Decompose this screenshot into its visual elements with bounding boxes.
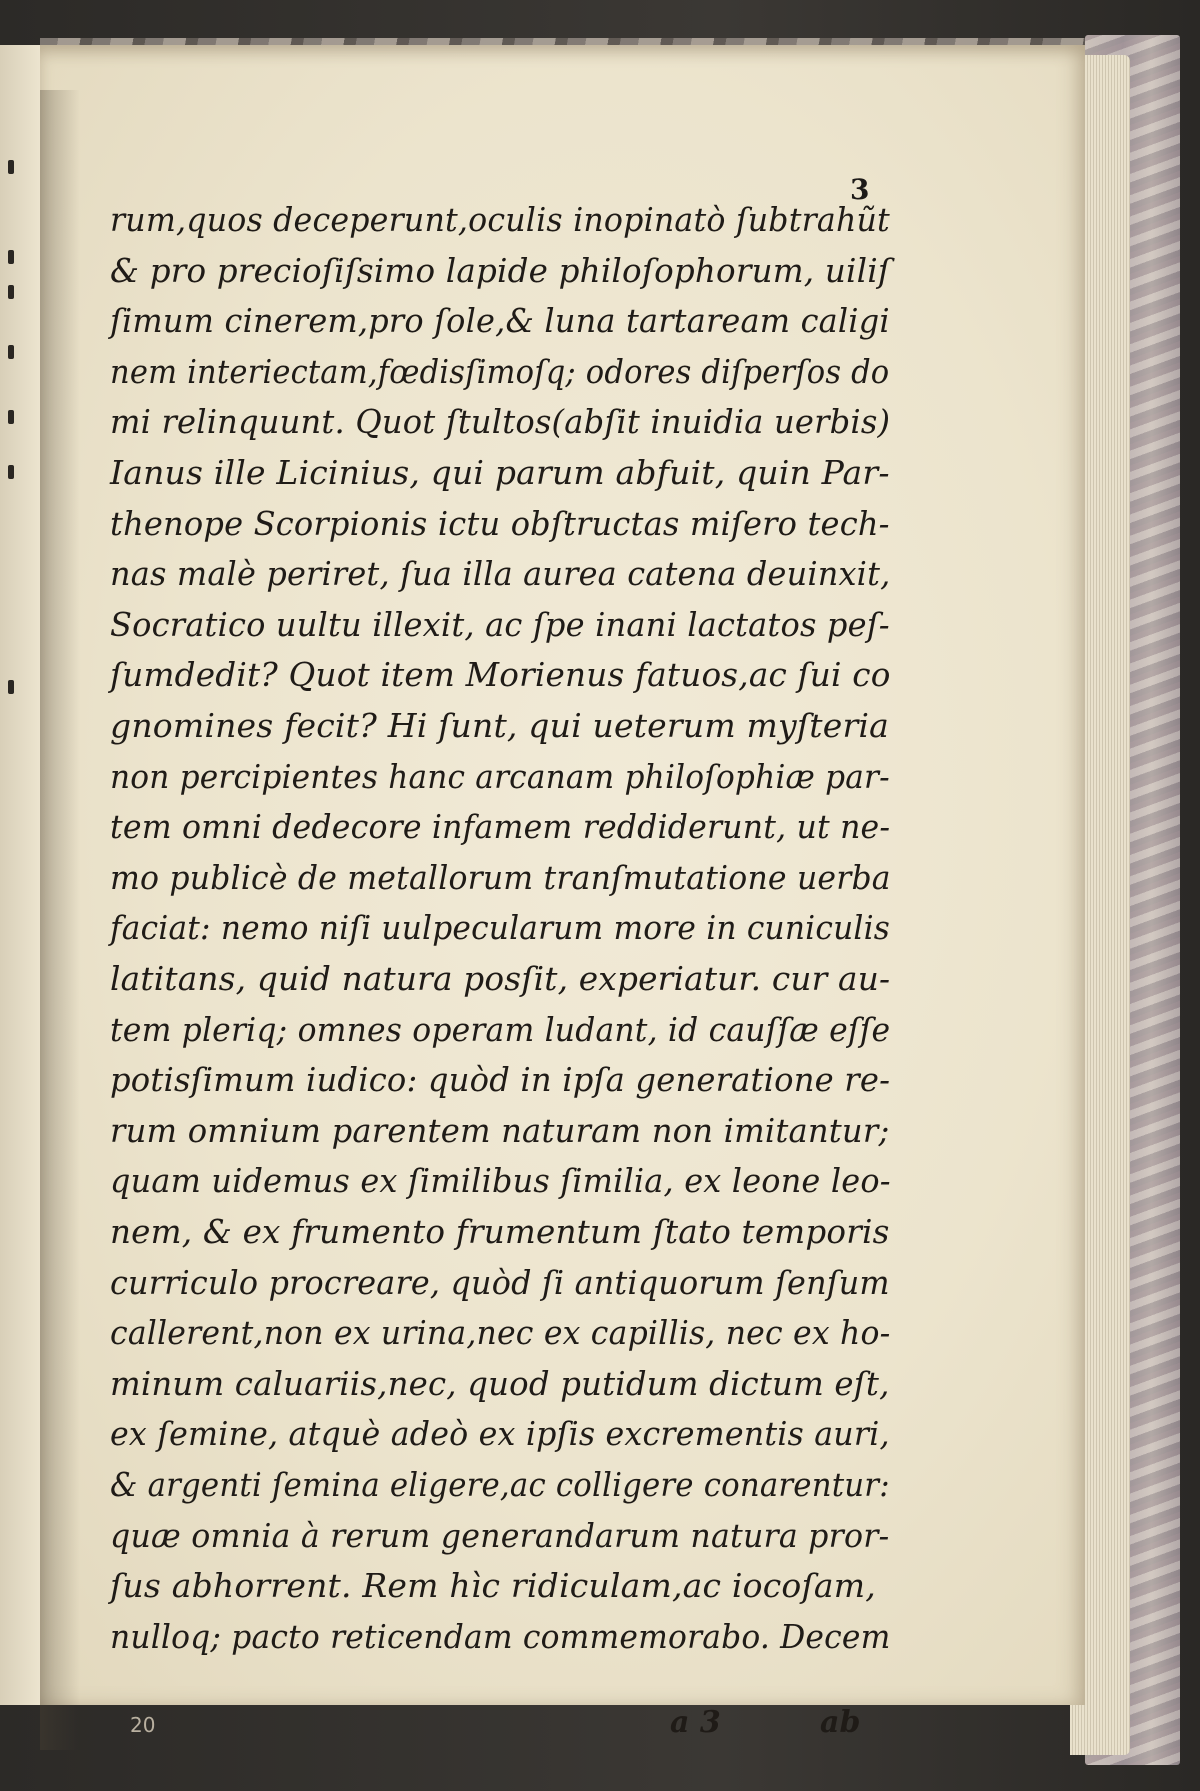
bleed-mark (8, 285, 14, 299)
catchword: ab (820, 1705, 861, 1740)
text-line: nulloq; pacto reticendam commemorabo. Decem (110, 1616, 891, 1656)
text-line: nas malè periret, ſua illa aurea catena deuinxit, (110, 554, 891, 594)
bleed-mark (8, 680, 14, 694)
bleed-mark (8, 410, 14, 424)
bleed-mark (8, 160, 14, 174)
text-line: quæ omnia à rerum generandarum natura pror- (110, 1515, 890, 1555)
text-line: mo publicè de metallorum tranſmutatione uerba (110, 857, 891, 897)
text-line: ſus abhorrent. Rem hìc ridiculam,ac iocoſam, (110, 1566, 876, 1606)
bleed-mark (8, 345, 14, 359)
pencil-note: 20 (130, 1713, 156, 1737)
text-line: & argenti ſemina eligere,ac colligere conarentur: (110, 1465, 890, 1504)
text-line: ſumdedit? Quot item Morienus fatuos,ac ſui co (110, 655, 891, 695)
text-line: thenope Scorpionis ictu obſtructas miſero tech- (110, 503, 890, 543)
gutter-shadow (40, 90, 80, 1750)
text-line: gnomines fecit? Hi ſunt, qui ueterum myſteria (110, 706, 890, 745)
facing-page-edge (0, 45, 42, 1705)
text-line: & pro precioſiſsimo lapide philoſophorum, uiliſ (110, 250, 891, 290)
text-line: ſimum cinerem,pro ſole,& luna tartaream caligi (110, 301, 890, 341)
text-line: tem pleriq; omnes operam ludant, id cauſſæ eſſe (110, 1009, 891, 1049)
text-line: latitans, quid natura posſit, experiatur. cur au- (110, 959, 891, 998)
signature-mark: a 3 (670, 1705, 721, 1740)
text-line: ex ſemine, atquè adeò ex ipſis excrementis auri, (110, 1414, 890, 1454)
text-line: quam uidemus ex ſimilibus ſimilia, ex leone leo- (110, 1161, 891, 1201)
text-line: Ianus ille Licinius, qui parum abfuit, quin Par- (110, 453, 890, 492)
text-line: rum omnium parentem naturam non imitantur; (110, 1110, 890, 1150)
bleed-mark (8, 465, 14, 479)
page-number: 3 (850, 173, 870, 206)
book-page (40, 45, 1085, 1740)
text-line: curriculo procreare, quòd ſi antiquorum ſenſum (110, 1262, 890, 1302)
text-block (110, 45, 891, 1656)
text-line: nem, & ex frumento frumentum ſtato temporis (110, 1212, 890, 1251)
text-line: tem omni dedecore infamem reddiderunt, ut ne- (110, 807, 891, 847)
text-line: nem interiectam,fœdisſimoſq; odores diſperſos do (110, 351, 890, 391)
text-line: Socratico uultu illexit, ac ſpe inani lactatos peſ- (110, 604, 890, 644)
text-line: minum caluariis,nec, quod putidum dictum eſt, (110, 1363, 890, 1403)
text-line: potisſimum iudico: quòd in ipſa generatione re- (110, 1060, 891, 1100)
text-line: faciat: nemo niſi uulpecularum more in cuniculis (110, 908, 890, 948)
text-line: rum,quos deceperunt,oculis inopinatò ſubtrahũt (110, 200, 890, 239)
text-line: callerent,non ex urina,nec ex capillis, nec ex ho- (110, 1313, 891, 1353)
text-line: mi relinquunt. Quot ſtultos(abſit inuidia uerbis) (110, 402, 891, 442)
bleed-mark (8, 250, 14, 264)
text-line: non percipientes hanc arcanam philoſophiæ par- (110, 756, 890, 796)
